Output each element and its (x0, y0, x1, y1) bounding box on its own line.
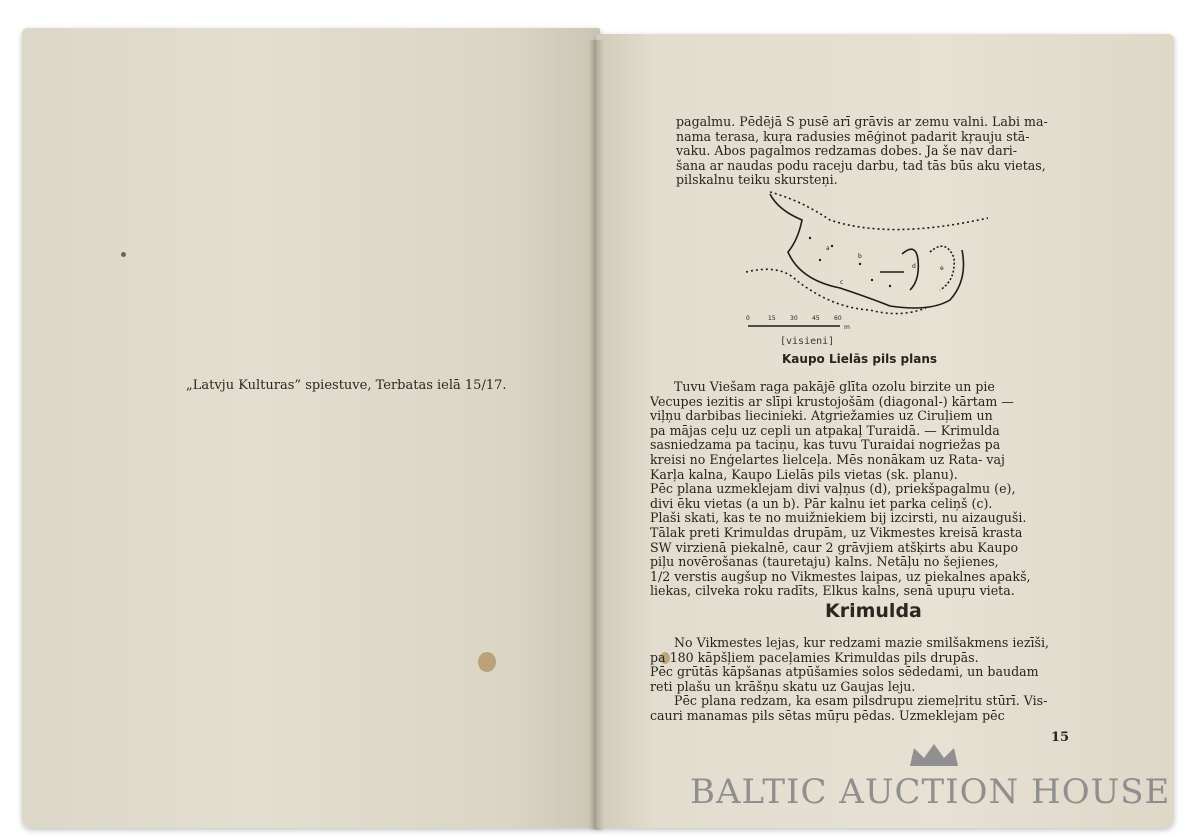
text-line: nama terasa, kuŗa radusies mēģinot padarit kŗauju stā- (676, 128, 1030, 144)
hillfort-outline (746, 192, 988, 314)
paper-stain (478, 652, 496, 672)
paragraph-top (676, 114, 1048, 188)
text-line: pa mājas ceļu uz cepli un atpakaļ Turaidā. — Krimulda (650, 422, 1000, 438)
text-line: piļu novērošanas (tauretaju) kalns. Netāļu no šejienes, (650, 554, 999, 570)
paragraph-bottom (650, 635, 1049, 724)
scale-tick-label: 0 (746, 315, 750, 322)
figure-caption: Kaupo Lielās pils plans (782, 352, 938, 366)
text-line: pa 180 kāpšļiem paceļamies Krimuldas pils drupās. (650, 649, 979, 665)
text-line: šana ar naudas podu raceju darbu, tad tās būs aku vietas, (676, 157, 1046, 173)
scale-tick-label: 30 (790, 315, 798, 322)
text-line: divi ēku vietas (a un b). Pār kalnu iet parka celiņš (c). (650, 495, 993, 511)
plan-letter: d (912, 263, 916, 270)
text-line: SW virzienā piekalnē, caur 2 grāvjiem atšķirts abu Kaupo (650, 539, 1019, 555)
plan-letter: a (826, 245, 830, 252)
text-line: 1/2 verstis augšup no Vikmestes laipas, uz piekalnes apakš, (650, 568, 1031, 584)
text-line: vaku. Abos pagalmos redzamas dobes. Ja še nav dari- (676, 143, 1018, 159)
section-heading: Krimulda (825, 600, 922, 622)
text-line: reti plašu un krāšņu skatu uz Gaujas leju. (650, 678, 916, 694)
watermark-text: BALTIC AUCTION HOUSE (690, 772, 1171, 812)
paragraph-middle (650, 380, 1034, 599)
scale-tick-label: 45 (812, 315, 820, 322)
hillfort-plan-figure (740, 180, 1000, 348)
text-line: liekas, cilveka roku radīts, Elkus kalns, senā upuŗu vieta. (650, 583, 1015, 599)
plan-letter: e (940, 265, 944, 272)
text-line: cauri manamas pils sētas mūŗu pēdas. Uzmeklejam pēc (650, 707, 1005, 723)
hillfort-hatching (809, 237, 891, 287)
booklet-spine (588, 40, 604, 830)
page-number: 15 (1051, 730, 1070, 745)
left-page (22, 28, 600, 828)
text-line: Vecupes iezitis ar slīpi krustojošām (diagonal-) kārtam — (650, 393, 1014, 409)
plan-letter: b (858, 253, 862, 260)
text-line: kreisi no Enģelartes lielceļa. Mēs nonākam uz Rata- vaj (650, 451, 1005, 467)
crown-icon (906, 740, 962, 768)
printer-imprint: „Latvju Kulturas” spiestuve, Terbatas ielā 15/17. (186, 378, 507, 393)
text-line: sasniedzama pa taciņu, kas tuvu Turaidai nogriežas pa (650, 437, 1001, 453)
scale-tick-label: 15 (768, 315, 776, 322)
text-line: Pēc grūtās kāpšanas atpūšamies solos sēdedami, un baudam (650, 664, 1039, 680)
handwritten-label: [visieni] (780, 336, 835, 347)
text-line: viļņu darbibas liecinieki. Atgriežamies uz Ciruļiem un (650, 408, 993, 424)
scale-unit: m (844, 324, 850, 331)
scale-tick-label: 60 (834, 315, 842, 322)
text-line: pilskalnu teiku skursteņi. (676, 172, 838, 188)
text-line: Karļa kalna, Kaupo Lielās pils vietas (sk. planu). (650, 466, 958, 482)
text-line: Tuvu Viešam raga pakājē glīta ozolu birzite un pie (674, 379, 995, 394)
text-line: Plaši skati, kas te no muižniekiem bij izcirsti, nu aizauguši. (650, 510, 1027, 526)
text-line: No Vikmestes lejas, kur redzami mazie smilšakmens iezīši, (674, 635, 1049, 650)
plan-letter: c (840, 279, 844, 286)
text-line: pagalmu. Pēdējā S pusē arī grāvis ar zemu valni. Labi ma- (676, 114, 1048, 129)
text-line: Pēc plana redzam, ka esam pilsdrupu ziemeļritu stūrī. Vis- (674, 693, 1048, 709)
text-line: Pēc plana uzmeklejam divi vaļņus (d), priekšpagalmu (e), (650, 481, 1016, 497)
paper-stain (121, 252, 126, 257)
text-line: Tālak preti Krimuldas drupām, uz Vikmestes kreisā krasta (650, 524, 1023, 540)
